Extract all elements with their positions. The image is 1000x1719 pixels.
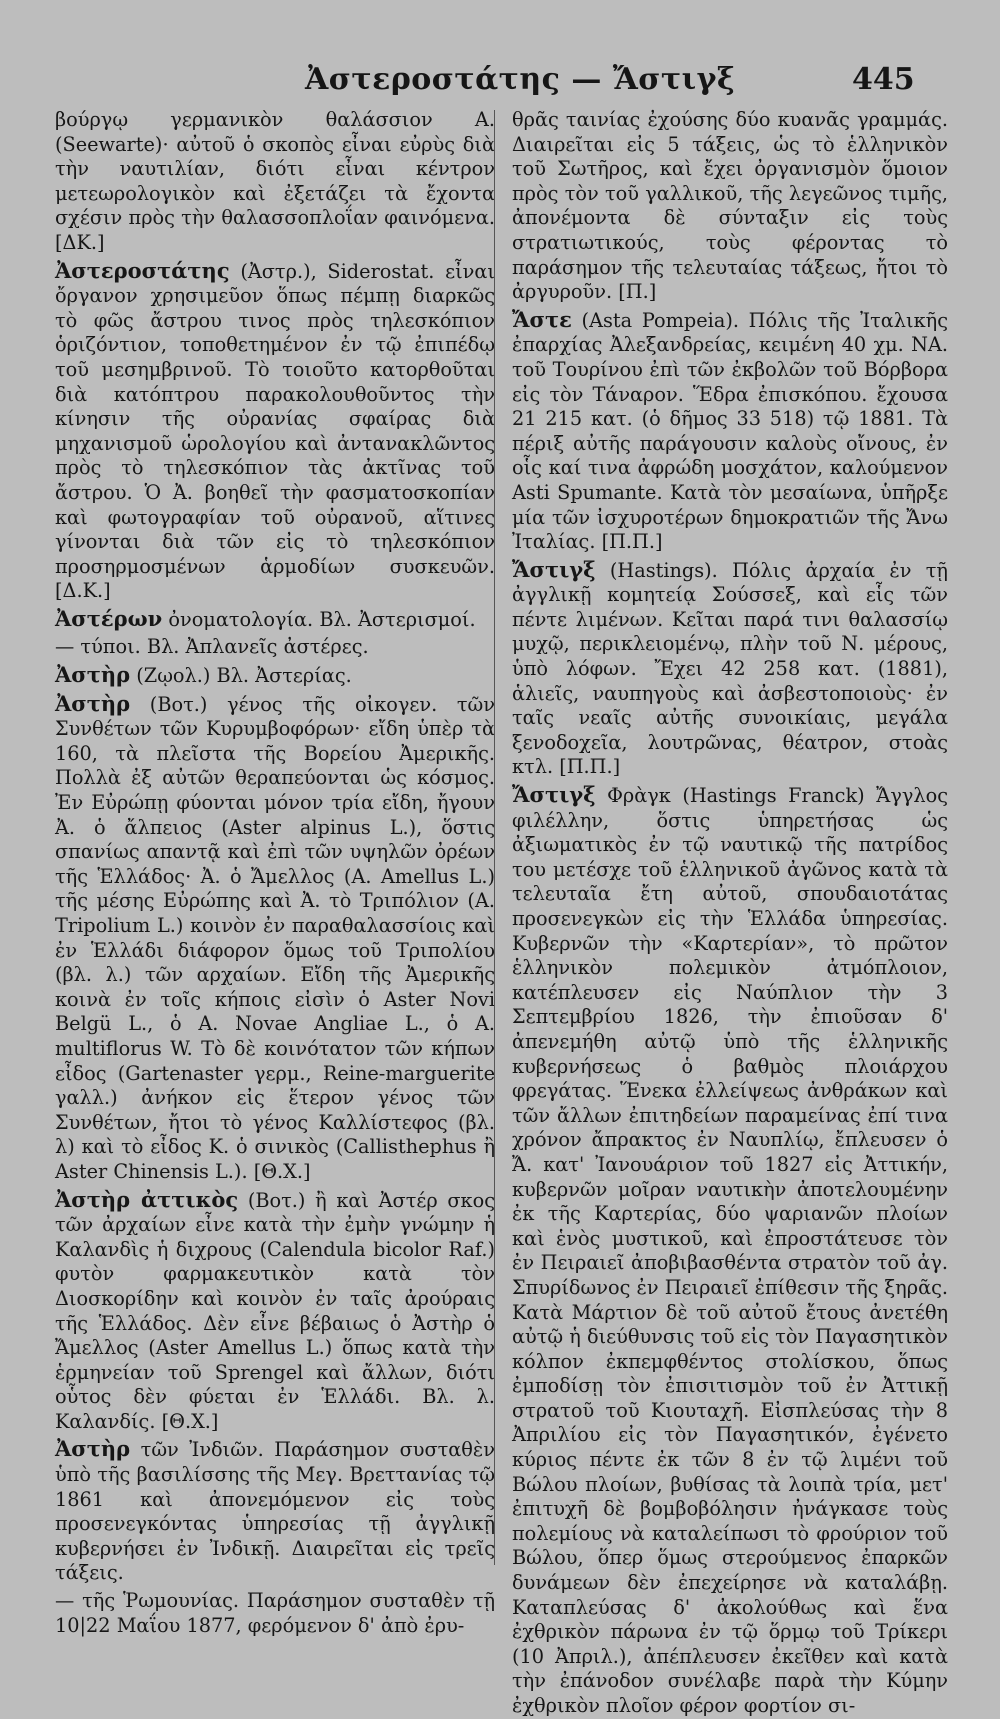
entry-headword: Ἀστεροστάτης bbox=[55, 257, 230, 283]
entry-headword: Ἄστε bbox=[512, 306, 572, 332]
entry-text: (Βοτ.) γένος τῆς οἰκογεν. τῶν Συνθέτων τῶν Κυρυμβοφόρων· εἴδη ὑπὲρ τὰ 160, τὰ πλεῖστα τῆς Βορείου Ἀμερικῆς. Πολλὰ ἐξ αὐτῶν θεραπεύονται ὡς κόσμος. Ἐν Εὐρώπῃ φύονται μόνον τρία εἴδη, ἤγουν Ἀ. ὁ ἄλπειος (Aster alpinus L.), ὅστις σπανίως απαντᾷ καὶ ἐπὶ τῶν υψηλῶν ὀρέων τῆς Ἑλλάδος· Ἀ. ὁ Ἄμελλος (A. Amellus L.) τῆς μέσης Εὐρώπης καὶ Ἀ. τὸ Τριπόλιον (A. Tripolium L.) κοινὸν ἐν παραθαλασσίοις καὶ ἐν Ἑλλάδι διάφορον ὅμως τοῦ Τριπολίου (βλ. λ.) τῶν αρχαίων. Εἴδη τῆς Ἀμερικῆς κοινὰ ἐν τοῖς κήποις εἰσὶν ὁ Aster Novi Belgü L., ὁ A. Novae Angliae L., ὁ A. multiflorus W. Τὸ δὲ κοινότατον τῶν κήπων εἶδος (Gartenaster γερμ., Reine-marguerite γαλλ.) ἀνήκον εἰς ἕτερον γένος τῶν Συνθέτων, ἤτοι τὸ γένος Καλλίστεφος (βλ. λ) καὶ τὸ εἶδος Κ. ὁ σινικὸς (Callisthephus ἢ Aster Chinensis L.). [Θ.Χ.] bbox=[55, 692, 495, 1183]
page-header bbox=[0, 62, 1000, 102]
entry bbox=[55, 1589, 495, 1638]
running-head: Ἀστεροστάτης — Ἄστιγξ bbox=[305, 62, 736, 97]
entry bbox=[55, 1437, 495, 1586]
entry-text: (Βοτ.) ἢ καὶ Ἀστέρ σκος τῶν ἀρχαίων εἶνε κατὰ τὴν ἐμὴν γνώμην ἡ Καλανδὶς ἡ διχρους (Calendula bicolor Raf.) φυτὸν φαρμακευτικὸν κατὰ τὸν Διοσκορίδην καὶ κοινὸν ἐν ταῖς ἀρούραις τῆς Ἑλλάδος. Δὲν εἶνε βέβαιως ὁ Ἀστὴρ ὁ Ἄμελλος (Aster Amellus L.) ὅπως κατὰ τὴν ἑρμηνείαν τοῦ Sprengel καὶ ἄλλων, διότι οὗτος δὲν φύεται ἐν Ἑλλάδι. Βλ. λ. Καλανδίς. [Θ.Χ.] bbox=[55, 1188, 496, 1433]
entry bbox=[512, 308, 948, 555]
entry-headword: Ἀστὴρ ἀττικὸς bbox=[55, 1186, 239, 1212]
entry-text: — τῆς Ῥωμουνίας. Παράσημον συσταθὲν τῇ 10|22 Μαΐου 1877, φερόμενον δ' ἀπὸ ἐρυ- bbox=[55, 1589, 495, 1637]
entry bbox=[55, 692, 495, 1185]
entry bbox=[55, 607, 495, 633]
entry-text: τῶν Ἰνδιῶν. Παράσημον συσταθὲν ὑπὸ τῆς βασιλίσσης τῆς Μεγ. Βρεττανίας τῷ 1861 καὶ ἀπονεμόμενον εἰς τοὺς προσενεγκόντας ὑπηρεσίας τῇ ἀγγλικῇ κυβερνήσει ἐν Ἰνδικῇ. Διαιρεῖται εἰς τρεῖς τάξεις. bbox=[55, 1438, 495, 1585]
entry-text: — τύποι. Βλ. Ἀπλανεῖς ἀστέρες. bbox=[55, 635, 369, 659]
entry bbox=[512, 108, 948, 305]
entry bbox=[512, 558, 948, 780]
entry-text: θρᾶς ταινίας ἐχούσης δύο κυανᾶς γραμμάς. Διαιρεῖται εἰς 5 τάξεις, ὡς τὸ ἑλληνικὸν τοῦ Σωτῆρος, καὶ ἔχει ὀργανισμὸν ὅμοιον πρὸς τὸν τοῦ γαλλικοῦ, τῆς λεγεῶνος τιμῆς, ἀπονέμοντα δὲ σύνταξιν εἰς τοὺς στρατιωτικούς, τοὺς φέροντας τὸ παράσημον τῆς τελευταίας τάξεως, ἤτοι τὸ ἀργυροῦν. [Π.] bbox=[512, 108, 948, 304]
entry bbox=[55, 259, 495, 604]
entry-text: (Ζῳολ.) Βλ. Ἀστερίας. bbox=[136, 664, 352, 688]
entry-headword: Ἀστέρων bbox=[55, 605, 163, 631]
left-column bbox=[55, 108, 495, 1638]
entry-text: ὀνοματολογία. Βλ. Ἀστερισμοί. bbox=[168, 607, 476, 631]
entry bbox=[512, 783, 948, 1719]
entry bbox=[55, 663, 495, 689]
column-divider bbox=[494, 110, 495, 1565]
entry-text: Φρὰγκ (Hastings Franck) Ἄγγλος φιλέλλην, ὅστις ὑπηρετήσας ὡς ἀξιωματικὸς ἐν τῷ ναυτικῷ τῆς πατρίδος του μετέσχε τοῦ ἑλληνικοῦ ἀγῶνος κατὰ τὰ τελευταῖα ἔτη αὐτοῦ, σπουδαιοτάτας προσενεγκὼν εἰς τὴν Ἑλλάδα ὑπηρεσίας. Κυβερνῶν τὴν «Καρτερίαν», τὸ πρῶτον ἑλληνικὸν πολεμικὸν ἀτμόπλοιον, κατέπλευσεν εἰς Ναύπλιον τὴν 3 Σεπτεμβρίου 1826, τὴν ἐπιοῦσαν δ' ἀπενεμήθη αὐτῷ ὑπὸ τῆς ἑλληνικῆς κυβερνήσεως ὁ βαθμὸς πλοιάρχου φρεγάτας. Ἕνεκα ἐλλείψεως ἀνθράκων καὶ τῶν ἄλλων ἐπιτηδείων παραμείνας ἐπί τινα χρόνον ἄπρακτος ἐν Ναυπλίῳ, ἔπλευσεν ὁ Ἄ. κατ' Ἰανουάριον τοῦ 1827 εἰς Ἀττικήν, κυβερνῶν μοῖραν ναυτικὴν ἀποτελουμένην ἐκ τῆς Καρτερίας, δύο ψαριανῶν πλοίων καὶ ἑνὸς μυστικοῦ, καὶ ἐπροστάτευσε τὸν ἐν Πειραιεῖ ἀποβιβασθέντα στρατὸν τοῦ ἀγ. Σπυρίδωνος ἐν Πειραιεῖ ἐπίθεσιν τῆς ξηρᾶς. Κατὰ Μάρτιον δὲ τοῦ αὐτοῦ ἔτους ἀνετέθη αὐτῷ ἡ διεύθυνσις τοῦ εἰς τὸν Παγασητικὸν κόλπον ἐκπεμφθέντος στολίσκου, ὅπως ἐμποδίσῃ τὸν ἐπισιτισμὸν τοῦ ἐν Ἀττικῇ στρατοῦ τοῦ Κιουταχῆ. Εἰσπλεύσας τὴν 8 Ἀπριλίου εἰς τὸν Παγασητικόν, ἐγένετο κύριος πέντε ἐκ τῶν 8 ἐν τῷ λιμένι τοῦ Βώλου πλοίων, βυθίσας τὰ λοιπὰ τρία, μετ' ἐπιτυχῆ δὲ βομβοβόλησιν ἠνάγκασε τοὺς πολεμίους νὰ καταλείπωσι τὸ φρούριον τοῦ Βώλου, ὅπερ ὅμως στερούμενος ἐπαρκῶν δυνάμεων δὲν ἐπεχείρησε νὰ καταλάβῃ. Καταπλεύσας δ' ἀκολούθως καὶ ἕνα ἐχθρικὸν πάρωνα ἐν τῷ ὅρμῳ τοῦ Τρίκερι (10 Ἀπριλ.), ἀπέπλευσεν ἐκεῖθεν καὶ κατὰ τὴν ἐπάνοδον συνέλαβε παρὰ τὴν Κύμην ἐχθρικὸν πλοῖον φέρον φορτίον σι- bbox=[512, 784, 949, 1717]
entry bbox=[55, 635, 495, 660]
entry-headword: Ἀστὴρ bbox=[55, 662, 131, 688]
entry-text: (Hastings). Πόλις ἀρχαία ἐν τῇ ἀγγλικῇ κομητείᾳ Σούσσεξ, καὶ εἷς τῶν πέντε λιμένων. Κεῖται παρά τινι θαλασσίῳ μυχῷ, περικλειομένῳ, πλὴν τοῦ Ν. μέρους, ὑπὸ λόφων. Ἔχει 42 258 κατ. (1881), ἁλιεῖς, ναυπηγοὺς καὶ ἀσβεστοποιοὺς· ἐν ταῖς νεαῖς αὐτῆς συνοικίαις, μεγάλα ξενοδοχεῖα, λουτρῶνας, θέατρον, στοὰς κτλ. [Π.Π.] bbox=[512, 558, 948, 779]
right-column bbox=[512, 108, 948, 1719]
entry-text: (Ἀστρ.), Siderostat. εἶναι ὄργανον χρησιμεῦον ὅπως πέμπῃ διαρκῶς τὸ φῶς ἄστρου τινος πρὸς τηλεσκόπιον ὁριζόντιον, τοποθετημένον ἐν τῷ ἐπιπέδῳ τοῦ μεσημβρινοῦ. Τὸ τοιοῦτο κατορθοῦται διὰ κατόπτρου παρακολουθοῦντος τὴν κίνησιν τῆς οὐρανίας σφαίρας διὰ μηχανισμοῦ ὡρολογίου καὶ ἀντανακλῶντος πρὸς τὸ τηλεσκόπιον τὰς ἀκτῖνας τοῦ ἄστρου. Ὁ Ἀ. βοηθεῖ τὴν φασματοσκοπίαν καὶ φωτογραφίαν τοῦ οὐρανοῦ, αἵτινες γίνονται διὰ τῶν εἰς τὸ τηλεσκόπιον προσηρμοσμένων ἁρμοδίων συσκευῶν. [Δ.Κ.] bbox=[55, 259, 495, 603]
entry-headword: Ἄστιγξ bbox=[512, 556, 596, 582]
entry-headword: Ἀστὴρ bbox=[55, 1436, 131, 1462]
entry-headword: Ἀστὴρ bbox=[55, 690, 131, 716]
entry-text: βούργῳ γερμανικὸν θαλάσσιον Α.(Seewarte)· αὐτοῦ ὁ σκοπὸς εἶναι εὐρὺς διὰ τὴν ναυτιλίαν, διότι εἶναι κέντρον μετεωρολογικὸν καὶ ἐξετάζει τὰ ἔχοντα σχέσιν πρὸς τὴν θαλασσοπλοΐαν φαινόμενα. [ΔΚ.] bbox=[55, 108, 495, 254]
entry bbox=[55, 108, 495, 256]
entry-headword: Ἄστιγξ bbox=[512, 782, 596, 808]
entry-text: (Asta Pompeia). Πόλις τῆς Ἰταλικῆς ἐπαρχίας Ἀλεξανδρείας, κειμένη 40 χμ. ΝΑ. τοῦ Τουρίνου ἐπὶ τῶν ἐκβολῶν τοῦ Βόρβορα εἰς τὸν Τάναρον. Ἕδρα ἐπισκόπου. ἔχουσα 21 215 κατ. (ὁ δῆμος 33 518) τῷ 1881. Τὰ πέριξ αὐτῆς παράγουσιν καλοὺς οἴνους, ἐν οἷς καί τινα ἀφρώδη μοσχάτον, καλούμενον Asti Spumante. Κατὰ τὸν μεσαίωνα, ὑπῆρξε μία τῶν ἰσχυροτέρων δημοκρατιῶν τῆς Ἄνω Ἰταλίας. [Π.Π.] bbox=[512, 308, 948, 554]
entry bbox=[55, 1188, 495, 1435]
page-number: 445 bbox=[852, 62, 915, 97]
